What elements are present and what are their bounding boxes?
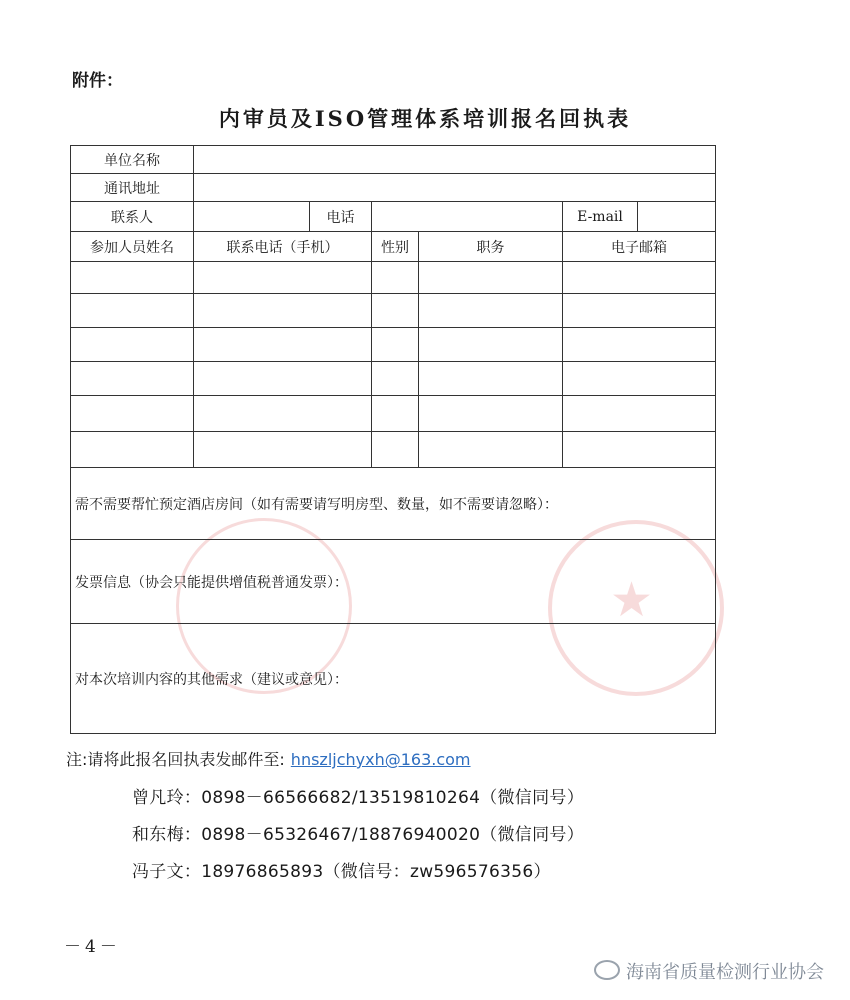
contact-line: 冯子文：18976865893（微信号：zw596576356）: [132, 862, 551, 882]
participant-mobile-cell[interactable]: [194, 362, 372, 396]
table-row: [71, 362, 716, 396]
watermark-text: 海南省质量检测行业协会: [626, 962, 824, 983]
unit-name-field[interactable]: [194, 146, 716, 174]
participant-position-cell[interactable]: [419, 262, 563, 294]
participant-email-cell[interactable]: [563, 328, 716, 362]
participant-mobile-cell[interactable]: [194, 294, 372, 328]
participant-position-cell[interactable]: [419, 396, 563, 432]
table-row: [71, 396, 716, 432]
table-row: [71, 294, 716, 328]
participant-email-cell[interactable]: [563, 396, 716, 432]
other-requests-label: 对本次培训内容的其他需求（建议或意见）：: [75, 671, 348, 688]
phone-field[interactable]: [372, 202, 563, 232]
phone-label: 电话: [310, 202, 372, 232]
participant-gender-cell[interactable]: [372, 396, 419, 432]
participant-gender-cell[interactable]: [372, 432, 419, 468]
participant-position-cell[interactable]: [419, 362, 563, 396]
col-header-email: 电子邮箱: [563, 232, 716, 262]
col-header-gender: 性别: [372, 232, 419, 262]
participant-name-cell[interactable]: [71, 262, 194, 294]
participant-email-cell[interactable]: [563, 362, 716, 396]
address-field[interactable]: [194, 174, 716, 202]
unit-name-label: 单位名称: [71, 146, 194, 174]
address-label: 通讯地址: [71, 174, 194, 202]
participant-name-cell[interactable]: [71, 328, 194, 362]
hotel-request-field[interactable]: [71, 468, 716, 540]
table-row: [71, 262, 716, 294]
table-row: [71, 432, 716, 468]
participant-mobile-cell[interactable]: [194, 396, 372, 432]
participant-mobile-cell[interactable]: [194, 262, 372, 294]
participant-position-cell[interactable]: [419, 294, 563, 328]
watermark: [594, 958, 824, 984]
contact-person-label: 联系人: [71, 202, 194, 232]
col-header-name: 参加人员姓名: [71, 232, 194, 262]
participant-email-cell[interactable]: [563, 432, 716, 468]
participant-name-cell[interactable]: [71, 362, 194, 396]
contact-line: 曾凡玲：0898－66566682/13519810264（微信同号）: [132, 788, 584, 808]
participant-mobile-cell[interactable]: [194, 432, 372, 468]
submission-note: [66, 747, 471, 770]
email-label: E-mail: [563, 202, 638, 232]
participant-gender-cell[interactable]: [372, 328, 419, 362]
contact-line: 和东梅：0898－65326467/18876940020（微信同号）: [132, 825, 584, 845]
participant-email-cell[interactable]: [563, 262, 716, 294]
email-link[interactable]: hnszljchyxh@163.com: [290, 750, 471, 769]
registration-form-table: [70, 145, 716, 734]
col-header-mobile: 联系电话（手机）: [194, 232, 372, 262]
note-text: 注:请将此报名回执表发邮件至:: [66, 750, 285, 769]
table-row: [71, 328, 716, 362]
col-header-position: 职务: [419, 232, 563, 262]
participant-mobile-cell[interactable]: [194, 328, 372, 362]
page-number: －4－: [64, 937, 121, 957]
other-requests-field[interactable]: [71, 624, 716, 734]
invoice-info-field[interactable]: [71, 540, 716, 624]
form-title: 内审员及ISO管理体系培训报名回执表: [218, 106, 632, 131]
participant-name-cell[interactable]: [71, 294, 194, 328]
participant-name-cell[interactable]: [71, 432, 194, 468]
contact-person-field[interactable]: [194, 202, 310, 232]
wechat-icon: [594, 960, 620, 980]
invoice-info-label: 发票信息（协会只能提供增值税普通发票）：: [75, 574, 348, 591]
participant-gender-cell[interactable]: [372, 294, 419, 328]
participant-position-cell[interactable]: [419, 432, 563, 468]
email-field[interactable]: [638, 202, 716, 232]
participant-gender-cell[interactable]: [372, 362, 419, 396]
attachment-label: 附件：: [72, 71, 123, 91]
participant-name-cell[interactable]: [71, 396, 194, 432]
participant-gender-cell[interactable]: [372, 262, 419, 294]
hotel-request-label: 需不需要帮忙预定酒店房间（如有需要请写明房型、数量，如不需要请忽略）：: [75, 496, 558, 513]
participant-email-cell[interactable]: [563, 294, 716, 328]
participant-position-cell[interactable]: [419, 328, 563, 362]
